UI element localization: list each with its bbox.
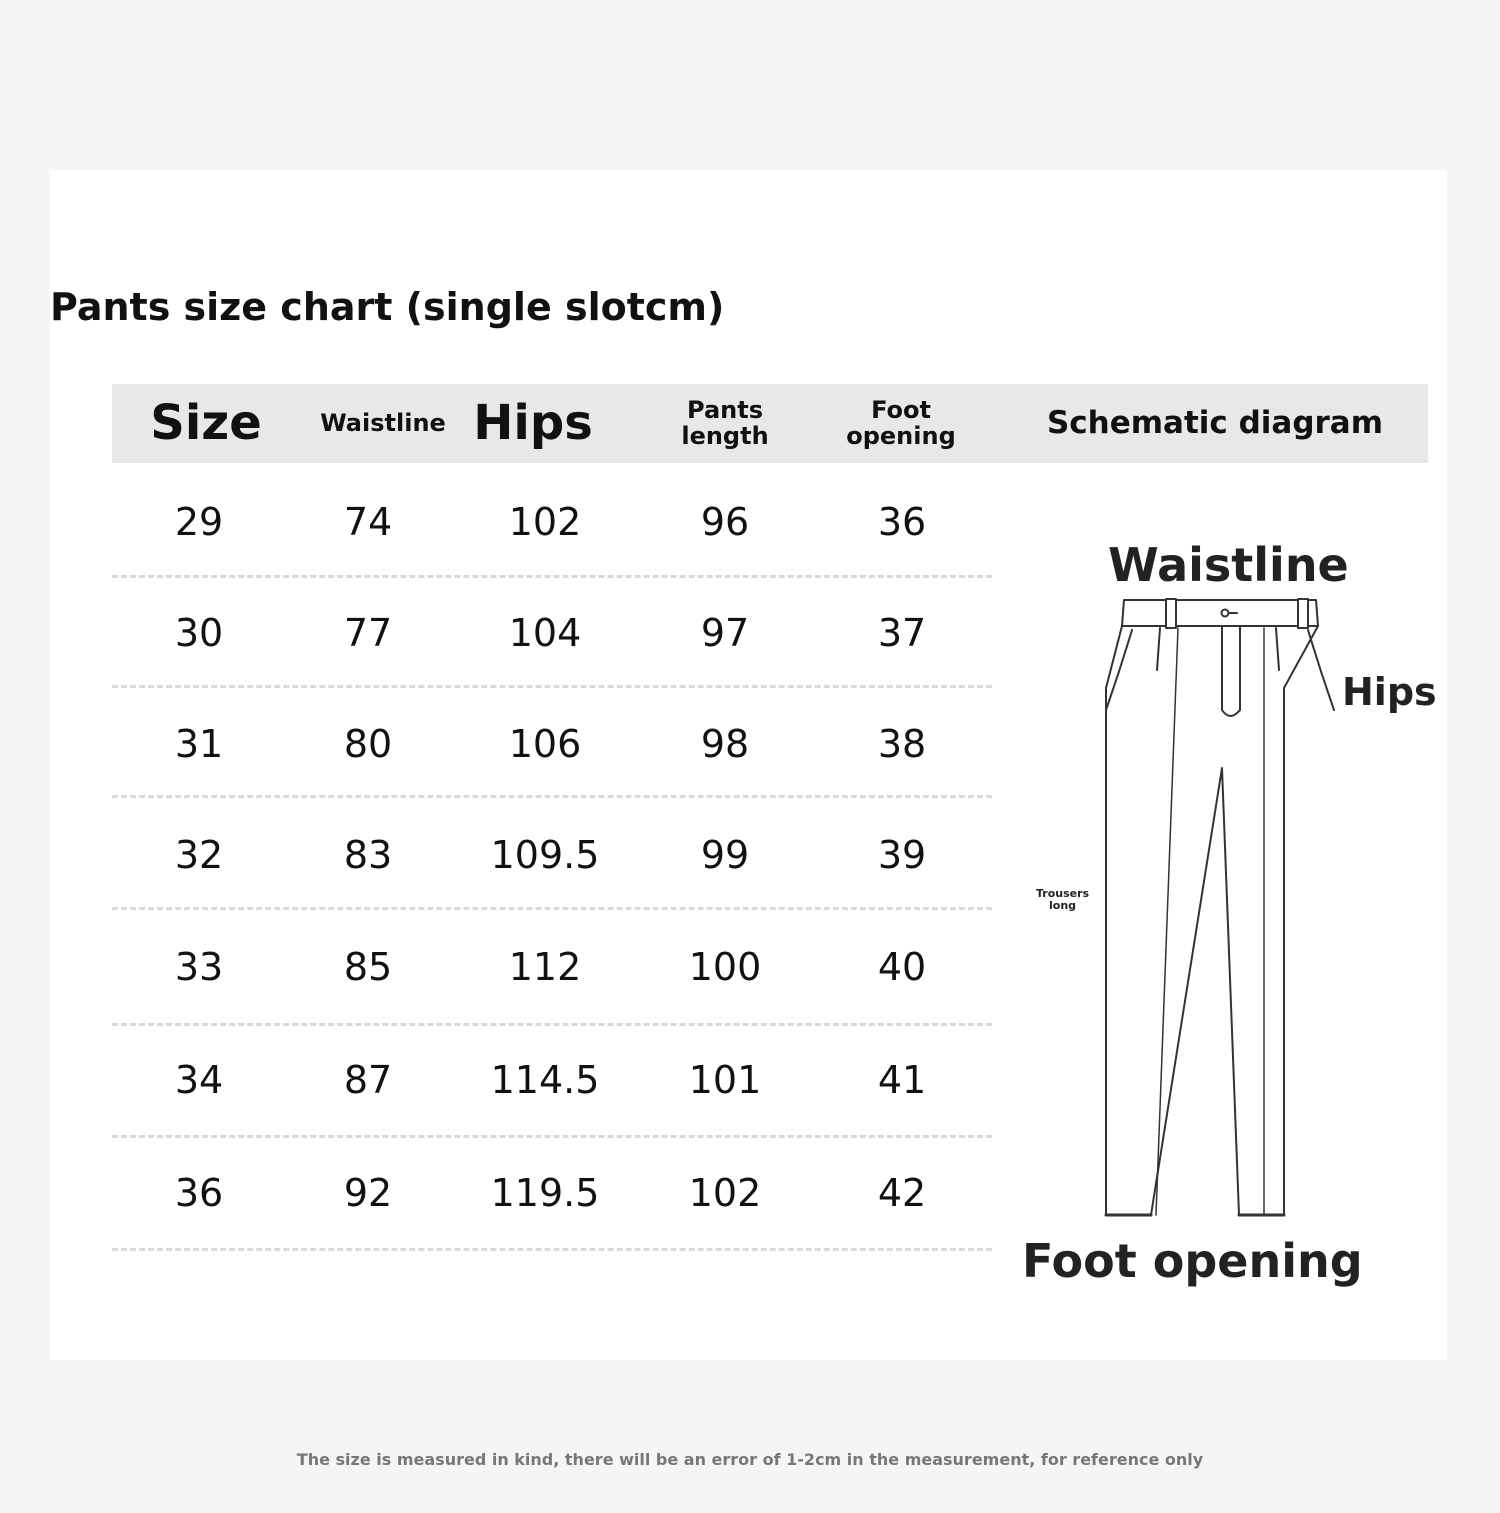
cell-pants-length: 101	[688, 1058, 762, 1102]
trousers-illustration	[1020, 470, 1440, 1290]
diagram-label-foot-opening: Foot opening	[1022, 1234, 1363, 1288]
cell-foot-opening: 37	[877, 611, 927, 655]
header-foot-opening-line2: opening	[846, 421, 956, 450]
header-foot-opening-line1: Foot	[871, 396, 931, 425]
cell-pants-length: 102	[688, 1171, 762, 1215]
header-schematic: Schematic diagram	[1046, 405, 1384, 442]
diagram-label-hips: Hips	[1342, 670, 1437, 714]
header-foot-opening	[846, 384, 956, 463]
cell-waistline: 85	[343, 945, 393, 989]
cell-foot-opening: 40	[877, 945, 927, 989]
cell-pants-length: 98	[700, 722, 750, 766]
cell-hips: 109.5	[490, 833, 600, 877]
trousers-long-line1: Trousers	[1036, 887, 1090, 900]
cell-size: 31	[174, 722, 224, 766]
schematic-diagram	[1020, 470, 1440, 1290]
header-pants-length	[681, 384, 768, 463]
cell-pants-length: 100	[688, 945, 762, 989]
row-divider	[112, 1248, 992, 1251]
cell-size: 34	[174, 1058, 224, 1102]
row-divider	[112, 1135, 992, 1138]
cell-waistline: 87	[343, 1058, 393, 1102]
row-divider	[112, 795, 992, 798]
table-row	[112, 937, 992, 997]
header-hips: Hips	[473, 395, 593, 452]
cell-foot-opening: 36	[877, 500, 927, 544]
table-row	[112, 603, 992, 663]
cell-hips: 119.5	[490, 1171, 600, 1215]
cell-foot-opening: 42	[877, 1171, 927, 1215]
table-row	[112, 714, 992, 774]
table-row	[112, 825, 992, 885]
table-row	[112, 1050, 992, 1110]
diagram-label-waistline: Waistline	[1108, 538, 1349, 592]
row-divider	[112, 907, 992, 910]
cell-waistline: 92	[343, 1171, 393, 1215]
table-row	[112, 1163, 992, 1223]
cell-foot-opening: 41	[877, 1058, 927, 1102]
cell-hips: 106	[508, 722, 582, 766]
cell-waistline: 80	[343, 722, 393, 766]
header-pants-length-line1: Pants	[687, 396, 763, 425]
table-row	[112, 492, 992, 552]
trousers-long-line2: long	[1049, 899, 1077, 913]
cell-size: 30	[174, 611, 224, 655]
header-size: Size	[150, 395, 262, 452]
cell-hips: 102	[508, 500, 582, 544]
table-header	[112, 384, 1428, 463]
cell-size: 33	[174, 945, 224, 989]
cell-waistline: 74	[343, 500, 393, 544]
cell-pants-length: 99	[700, 833, 750, 877]
cell-hips: 104	[508, 611, 582, 655]
cell-size: 29	[174, 500, 224, 544]
cell-foot-opening: 38	[877, 722, 927, 766]
cell-size: 36	[174, 1171, 224, 1215]
cell-size: 32	[174, 833, 224, 877]
size-chart-card	[50, 170, 1447, 1360]
header-waistline: Waistline	[320, 408, 446, 437]
cell-pants-length: 96	[700, 500, 750, 544]
cell-waistline: 77	[343, 611, 393, 655]
header-pants-length-line2: length	[681, 421, 769, 450]
row-divider	[112, 575, 992, 578]
cell-waistline: 83	[343, 833, 393, 877]
row-divider	[112, 685, 992, 688]
cell-hips: 114.5	[490, 1058, 600, 1102]
cell-hips: 112	[508, 945, 582, 989]
cell-pants-length: 97	[700, 611, 750, 655]
row-divider	[112, 1023, 992, 1026]
footer-note: The size is measured in kind, there will be an error of 1-2cm in the measurement, for reference only	[296, 1450, 1204, 1469]
cell-foot-opening: 39	[877, 833, 927, 877]
page-title: Pants size chart (single slotcm)	[50, 285, 725, 329]
